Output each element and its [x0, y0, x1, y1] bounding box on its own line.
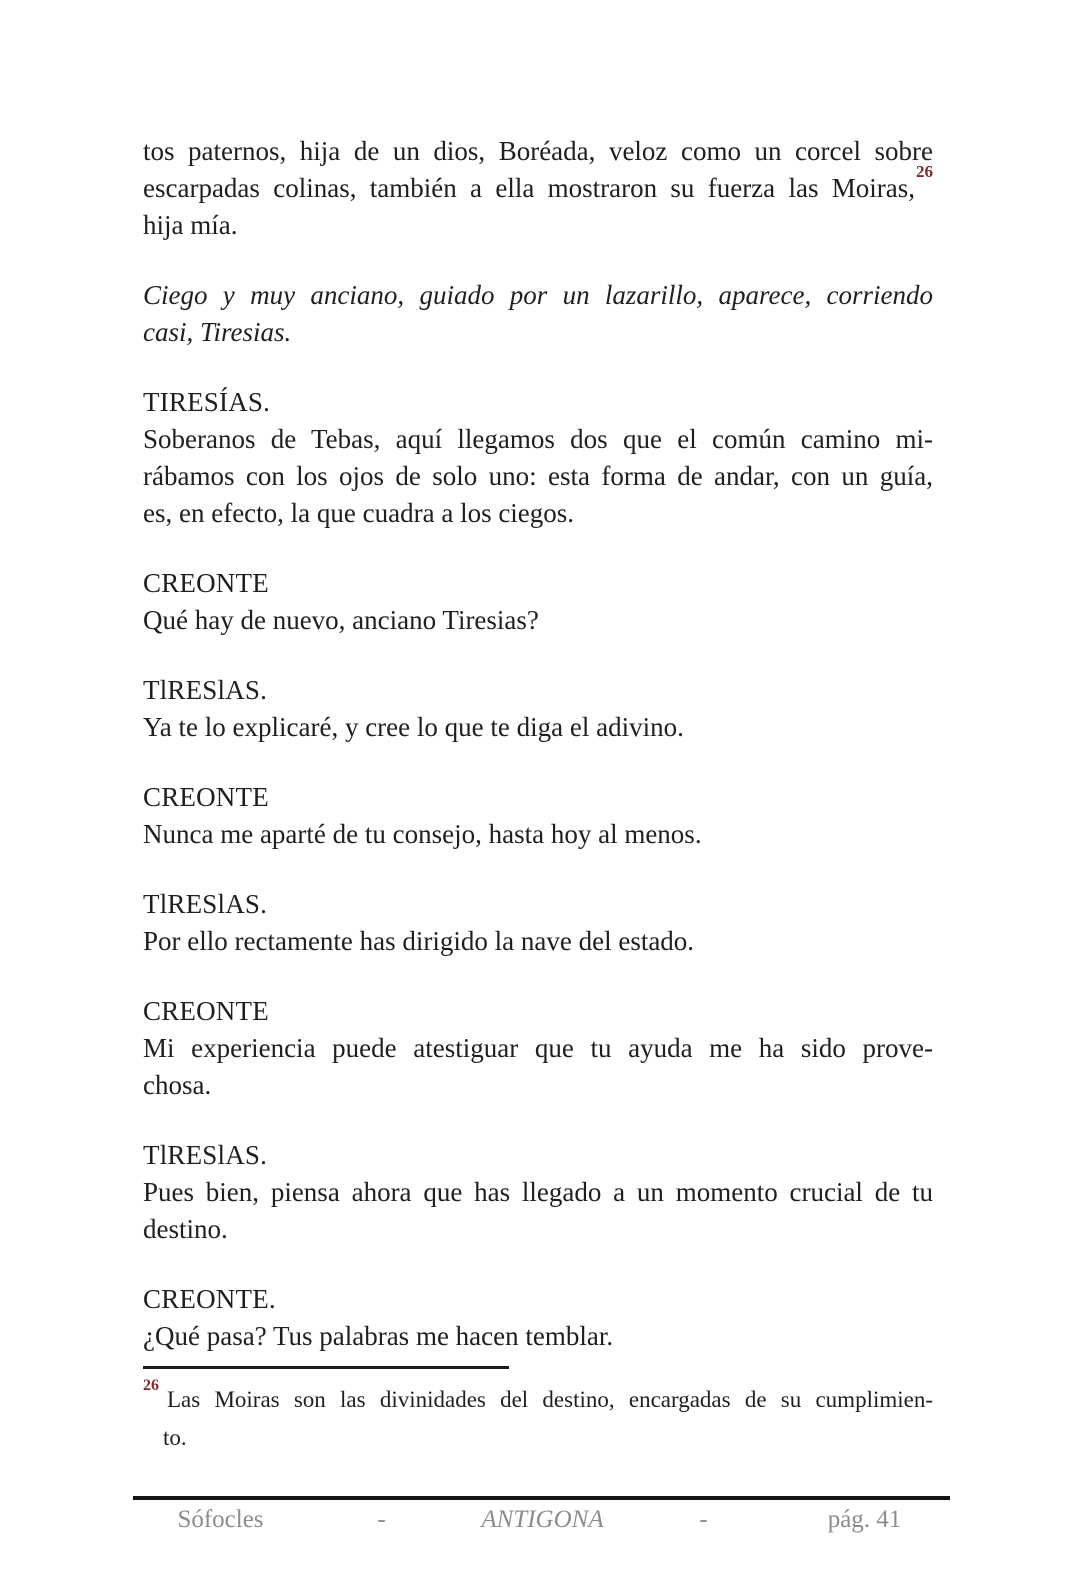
- text-line: es, en efecto, la que cuadra a los ciegos.: [143, 498, 575, 528]
- paragraph: [143, 133, 933, 244]
- speech-block: [143, 779, 933, 853]
- text-line: Ya te lo explicaré, y cree lo que te diga el adivino.: [143, 712, 684, 742]
- text-line: ¿Qué pasa? Tus palabras me hacen temblar.: [143, 1321, 614, 1351]
- footer-row: [140, 1506, 945, 1534]
- speaker-name: TlRESlAS.: [143, 889, 268, 919]
- text-line: Mi experiencia puede atestiguar que tu ayuda me ha sido prove-: [143, 1033, 933, 1063]
- speaker-name: CREONTE: [143, 996, 269, 1026]
- speech-block: [143, 993, 933, 1104]
- footer-book-title: ANTIGONA: [481, 1506, 604, 1533]
- speaker-name: CREONTE.: [143, 1284, 276, 1314]
- stage-direction: [143, 277, 933, 351]
- footnote-marker: 26: [143, 1377, 159, 1395]
- text-line: tos paternos, hija de un dios, Boréada, veloz como un corcel sobre: [143, 136, 933, 166]
- page-content: [143, 133, 933, 1355]
- speech-block: [143, 1137, 933, 1248]
- speaker-name: TIRESÍAS.: [143, 387, 271, 417]
- text-line: Pues bien, piensa ahora que has llegado a un momento crucial de tu: [143, 1177, 933, 1207]
- text-line: Soberanos de Tebas, aquí llegamos dos que el común camino mi-: [143, 424, 933, 454]
- text-line: Ciego y muy anciano, guiado por un lazarillo, aparece, corriendo: [143, 280, 933, 310]
- text-line: escarpadas colinas, también a ella mostraron su fuerza las Moiras,$^{26}$: [143, 162, 933, 203]
- text-line: Nunca me aparté de tu consejo, hasta hoy al menos.: [143, 819, 702, 849]
- speech-block: [143, 384, 933, 532]
- speech-block: [143, 565, 933, 639]
- footnote-line: $^{26}$Las Moiras son las divinidades del destino, encargadas de su cumplimien-: [143, 1377, 933, 1412]
- footnote-reference: 26: [916, 162, 933, 181]
- footer-author: Sófocles: [177, 1506, 264, 1533]
- footer-page-number: pág. 41: [827, 1506, 902, 1533]
- speech-block: [143, 672, 933, 746]
- speech-block: [143, 1281, 933, 1355]
- footer-separator: -: [377, 1506, 386, 1533]
- text-line: destino.: [143, 1214, 228, 1244]
- footer-rule: [133, 1496, 950, 1500]
- footnote-line: to.: [163, 1425, 187, 1450]
- speaker-name: CREONTE: [143, 782, 269, 812]
- speaker-name: TlRESlAS.: [143, 1140, 268, 1170]
- speaker-name: CREONTE: [143, 568, 269, 598]
- text-line: Qué hay de nuevo, anciano Tiresias?: [143, 605, 539, 635]
- footnote: [143, 1377, 933, 1457]
- speaker-name: TlRESlAS.: [143, 675, 268, 705]
- text-line: rábamos con los ojos de solo uno: esta forma de andar, con un guía,: [143, 461, 933, 491]
- text-line: hija mía.: [143, 210, 238, 240]
- footnote-separator: [143, 1366, 509, 1369]
- footer-separator: -: [699, 1506, 708, 1533]
- speech-block: [143, 886, 933, 960]
- text-line: chosa.: [143, 1070, 212, 1100]
- text-line: casi, Tiresias.: [143, 317, 292, 347]
- text-line: Por ello rectamente has dirigido la nave del estado.: [143, 926, 695, 956]
